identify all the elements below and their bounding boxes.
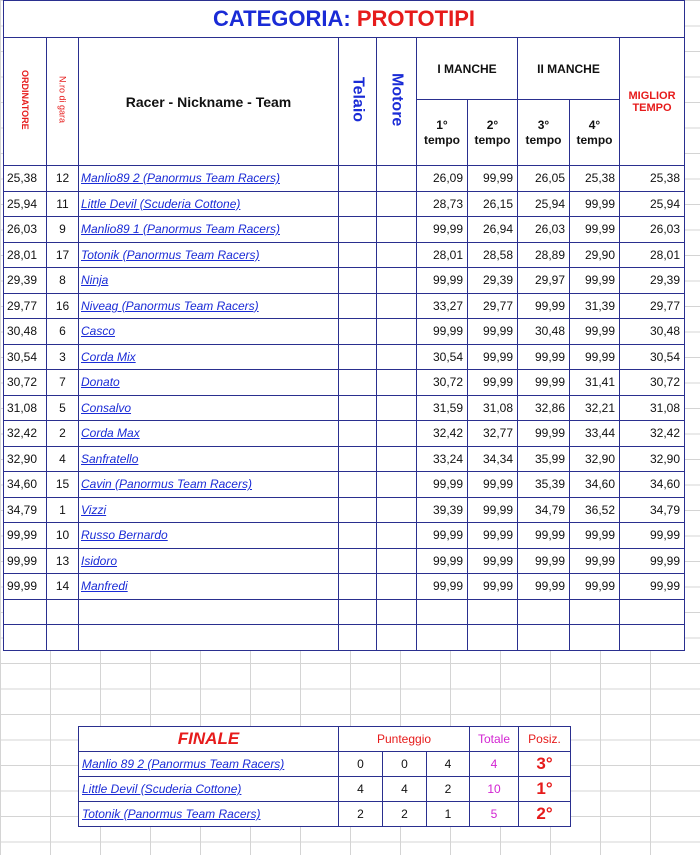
cell-tempo-4: 99,99 [570,268,620,294]
cell-numero: 7 [47,370,79,396]
cell-tempo-4: 99,99 [570,191,620,217]
cell-tempo-1: 33,24 [417,446,468,472]
cell-motore [377,166,417,192]
table-row [4,242,685,268]
cell-miglior-tempo: 99,99 [620,574,685,600]
cell-ordinatore: 31,08 [4,395,47,421]
empty-cell [4,599,47,625]
cell-ordinatore: 99,99 [4,574,47,600]
cell-tempo-1: 26,09 [417,166,468,192]
header-numero: N.ro di gara [47,38,79,166]
cell-telaio [339,548,377,574]
cell-miglior-tempo: 32,42 [620,421,685,447]
cell-tempo-3: 25,94 [518,191,570,217]
cell-miglior-tempo: 26,03 [620,217,685,243]
cell-tempo-1: 99,99 [417,268,468,294]
cell-ordinatore: 34,79 [4,497,47,523]
cell-tempo-4: 99,99 [570,217,620,243]
cell-telaio [339,523,377,549]
cell-racer-name: Manlio89 2 (Panormus Team Racers) [79,166,339,192]
empty-cell [417,625,468,651]
cell-motore [377,421,417,447]
cell-tempo-1: 28,73 [417,191,468,217]
cell-numero: 15 [47,472,79,498]
cell-tempo-1: 39,39 [417,497,468,523]
cell-telaio [339,293,377,319]
cell-ordinatore: 25,94 [4,191,47,217]
cell-tempo-3: 99,99 [518,421,570,447]
cell-tempo-3: 99,99 [518,523,570,549]
empty-cell [339,625,377,651]
cell-telaio [339,395,377,421]
cell-numero: 14 [47,574,79,600]
cell-numero: 6 [47,319,79,345]
table-row [4,395,685,421]
cell-telaio [339,344,377,370]
cell-tempo-1: 99,99 [417,217,468,243]
cell-tempo-4: 32,21 [570,395,620,421]
empty-cell [620,599,685,625]
cell-motore [377,497,417,523]
finale-punti-1: 4 [339,777,383,802]
table-row [4,574,685,600]
cell-numero: 1 [47,497,79,523]
table-row [4,268,685,294]
cell-motore [377,217,417,243]
empty-cell [4,625,47,651]
cell-ordinatore: 28,01 [4,242,47,268]
cell-motore [377,191,417,217]
finale-totale: 10 [470,777,519,802]
cell-ordinatore: 99,99 [4,548,47,574]
finale-racer-name: Manlio 89 2 (Panormus Team Racers) [79,752,339,777]
empty-cell [377,625,417,651]
category-title [4,1,685,38]
cell-tempo-2: 99,99 [468,166,518,192]
finale-punti-3: 4 [427,752,470,777]
cell-tempo-4: 99,99 [570,574,620,600]
table-row [4,191,685,217]
empty-cell [518,599,570,625]
header-miglior-tempo: MIGLIOR TEMPO [620,38,685,166]
table-row [4,217,685,243]
cell-racer-name: Vizzi [79,497,339,523]
cell-tempo-3: 35,99 [518,446,570,472]
cell-miglior-tempo: 34,60 [620,472,685,498]
empty-cell [570,599,620,625]
cell-motore [377,242,417,268]
cell-telaio [339,217,377,243]
cell-telaio [339,446,377,472]
cell-tempo-1: 28,01 [417,242,468,268]
cell-tempo-2: 31,08 [468,395,518,421]
cell-telaio [339,472,377,498]
cell-ordinatore: 25,38 [4,166,47,192]
cell-tempo-1: 99,99 [417,319,468,345]
cell-ordinatore: 29,77 [4,293,47,319]
title-prefix: CATEGORIA: [213,6,351,31]
empty-cell [47,625,79,651]
title-category: PROTOTIPI [356,6,476,31]
cell-miglior-tempo: 30,48 [620,319,685,345]
cell-tempo-4: 32,90 [570,446,620,472]
finale-row [79,777,571,802]
header-racer: Racer - Nickname - Team [79,38,339,166]
cell-telaio [339,166,377,192]
empty-cell [417,599,468,625]
cell-racer-name: Niveag (Panormus Team Racers) [79,293,339,319]
table-row [4,319,685,345]
finale-posizione: 1° [519,777,571,802]
cell-motore [377,446,417,472]
empty-cell [339,599,377,625]
finale-posizione: 2° [519,802,571,827]
cell-miglior-tempo: 30,54 [620,344,685,370]
results-body [4,166,685,651]
cell-miglior-tempo: 99,99 [620,523,685,549]
empty-cell [377,599,417,625]
cell-racer-name: Donato [79,370,339,396]
cell-tempo-2: 26,15 [468,191,518,217]
cell-tempo-2: 99,99 [468,370,518,396]
cell-tempo-2: 99,99 [468,472,518,498]
cell-racer-name: Totonik (Panormus Team Racers) [79,242,339,268]
cell-numero: 9 [47,217,79,243]
cell-miglior-tempo: 29,77 [620,293,685,319]
finale-posizione: 3° [519,752,571,777]
cell-ordinatore: 99,99 [4,523,47,549]
cell-tempo-3: 35,39 [518,472,570,498]
cell-tempo-2: 99,99 [468,497,518,523]
finale-body [79,752,571,827]
cell-tempo-1: 31,59 [417,395,468,421]
cell-numero: 10 [47,523,79,549]
cell-tempo-4: 99,99 [570,344,620,370]
cell-tempo-2: 29,77 [468,293,518,319]
cell-miglior-tempo: 28,01 [620,242,685,268]
finale-totale: 5 [470,802,519,827]
cell-tempo-1: 99,99 [417,523,468,549]
cell-tempo-4: 99,99 [570,548,620,574]
table-row [4,370,685,396]
header-telaio: Telaio [339,38,377,166]
cell-telaio [339,268,377,294]
cell-tempo-4: 31,41 [570,370,620,396]
empty-row [4,599,685,625]
cell-tempo-3: 99,99 [518,370,570,396]
cell-miglior-tempo: 25,38 [620,166,685,192]
cell-telaio [339,421,377,447]
header-manche-2: II MANCHE [518,38,620,100]
cell-tempo-3: 26,03 [518,217,570,243]
table-row [4,446,685,472]
cell-miglior-tempo: 34,79 [620,497,685,523]
cell-tempo-1: 32,42 [417,421,468,447]
finale-punti-2: 2 [383,802,427,827]
cell-ordinatore: 26,03 [4,217,47,243]
cell-tempo-4: 99,99 [570,319,620,345]
empty-cell [79,599,339,625]
cell-tempo-4: 29,90 [570,242,620,268]
cell-telaio [339,497,377,523]
cell-tempo-2: 26,94 [468,217,518,243]
cell-miglior-tempo: 29,39 [620,268,685,294]
empty-cell [518,625,570,651]
cell-ordinatore: 32,90 [4,446,47,472]
cell-miglior-tempo: 99,99 [620,548,685,574]
cell-racer-name: Corda Max [79,421,339,447]
cell-telaio [339,191,377,217]
finale-racer-name: Totonik (Panormus Team Racers) [79,802,339,827]
cell-racer-name: Russo Bernardo [79,523,339,549]
cell-motore [377,293,417,319]
cell-ordinatore: 32,42 [4,421,47,447]
empty-cell [468,599,518,625]
cell-racer-name: Isidoro [79,548,339,574]
cell-tempo-2: 99,99 [468,319,518,345]
cell-racer-name: Little Devil (Scuderia Cottone) [79,191,339,217]
finale-punti-3: 2 [427,777,470,802]
table-row [4,523,685,549]
cell-tempo-1: 30,54 [417,344,468,370]
cell-numero: 5 [47,395,79,421]
cell-numero: 12 [47,166,79,192]
cell-racer-name: Ninja [79,268,339,294]
table-row [4,472,685,498]
cell-motore [377,395,417,421]
empty-cell [620,625,685,651]
cell-tempo-3: 99,99 [518,293,570,319]
cell-tempo-2: 34,34 [468,446,518,472]
cell-racer-name: Corda Mix [79,344,339,370]
cell-motore [377,574,417,600]
cell-numero: 3 [47,344,79,370]
table-row [4,497,685,523]
cell-tempo-4: 33,44 [570,421,620,447]
cell-telaio [339,242,377,268]
finale-punti-1: 2 [339,802,383,827]
cell-tempo-1: 99,99 [417,574,468,600]
cell-ordinatore: 34,60 [4,472,47,498]
finale-punti-1: 0 [339,752,383,777]
cell-tempo-3: 28,89 [518,242,570,268]
finale-punti-3: 1 [427,802,470,827]
table-row [4,421,685,447]
header-ordinatore: ORDINATORE [4,38,47,166]
header-tempo-2: 2° tempo [468,100,518,166]
header-tempo-1: 1° tempo [417,100,468,166]
cell-numero: 16 [47,293,79,319]
cell-motore [377,548,417,574]
cell-miglior-tempo: 31,08 [620,395,685,421]
finale-title: FINALE [79,727,339,752]
empty-cell [79,625,339,651]
table-row [4,166,685,192]
cell-tempo-3: 34,79 [518,497,570,523]
empty-cell [47,599,79,625]
cell-miglior-tempo: 32,90 [620,446,685,472]
cell-telaio [339,370,377,396]
cell-racer-name: Manlio89 1 (Panormus Team Racers) [79,217,339,243]
cell-motore [377,319,417,345]
table-row [4,344,685,370]
cell-ordinatore: 29,39 [4,268,47,294]
cell-tempo-2: 99,99 [468,548,518,574]
cell-motore [377,370,417,396]
finale-punteggio-header: Punteggio [339,727,470,752]
table-row [4,293,685,319]
table-row [4,548,685,574]
cell-tempo-2: 99,99 [468,574,518,600]
cell-ordinatore: 30,72 [4,370,47,396]
finale-totale-header: Totale [470,727,519,752]
cell-tempo-4: 25,38 [570,166,620,192]
cell-tempo-3: 99,99 [518,548,570,574]
cell-telaio [339,319,377,345]
finale-punti-2: 0 [383,752,427,777]
cell-tempo-3: 29,97 [518,268,570,294]
cell-miglior-tempo: 30,72 [620,370,685,396]
cell-ordinatore: 30,54 [4,344,47,370]
results-table [3,0,685,651]
cell-tempo-2: 28,58 [468,242,518,268]
header-tempo-4: 4° tempo [570,100,620,166]
cell-tempo-2: 32,77 [468,421,518,447]
finale-posiz-header: Posiz. [519,727,571,752]
cell-numero: 4 [47,446,79,472]
finale-totale: 4 [470,752,519,777]
cell-motore [377,268,417,294]
cell-numero: 13 [47,548,79,574]
cell-tempo-1: 30,72 [417,370,468,396]
empty-cell [570,625,620,651]
finale-racer-name: Little Devil (Scuderia Cottone) [79,777,339,802]
cell-tempo-3: 26,05 [518,166,570,192]
cell-numero: 2 [47,421,79,447]
cell-tempo-3: 99,99 [518,344,570,370]
cell-racer-name: Manfredi [79,574,339,600]
cell-motore [377,523,417,549]
cell-tempo-3: 99,99 [518,574,570,600]
cell-racer-name: Sanfratello [79,446,339,472]
cell-racer-name: Cavin (Panormus Team Racers) [79,472,339,498]
header-motore: Motore [377,38,417,166]
cell-motore [377,472,417,498]
cell-tempo-1: 33,27 [417,293,468,319]
cell-tempo-2: 99,99 [468,344,518,370]
finale-row [79,752,571,777]
header-manche-1: I MANCHE [417,38,518,100]
cell-tempo-3: 30,48 [518,319,570,345]
header-tempo-3: 3° tempo [518,100,570,166]
cell-racer-name: Consalvo [79,395,339,421]
cell-numero: 11 [47,191,79,217]
cell-tempo-4: 36,52 [570,497,620,523]
cell-tempo-3: 32,86 [518,395,570,421]
cell-tempo-4: 34,60 [570,472,620,498]
cell-tempo-1: 99,99 [417,472,468,498]
cell-miglior-tempo: 25,94 [620,191,685,217]
cell-numero: 17 [47,242,79,268]
cell-racer-name: Casco [79,319,339,345]
finale-table [78,726,571,827]
empty-cell [468,625,518,651]
cell-telaio [339,574,377,600]
finale-row [79,802,571,827]
cell-ordinatore: 30,48 [4,319,47,345]
cell-motore [377,344,417,370]
cell-tempo-4: 99,99 [570,523,620,549]
cell-tempo-1: 99,99 [417,548,468,574]
cell-tempo-4: 31,39 [570,293,620,319]
empty-row [4,625,685,651]
cell-tempo-2: 99,99 [468,523,518,549]
cell-numero: 8 [47,268,79,294]
cell-tempo-2: 29,39 [468,268,518,294]
finale-punti-2: 4 [383,777,427,802]
